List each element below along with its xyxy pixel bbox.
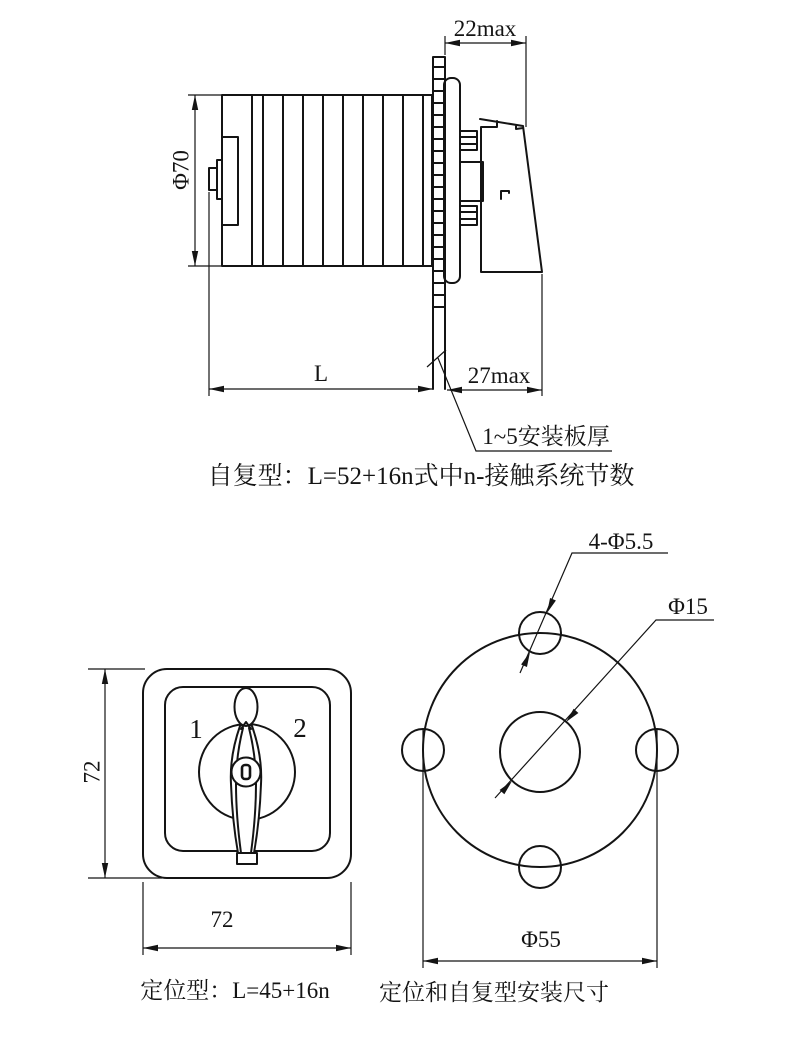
dim-phi70 [168, 95, 222, 266]
knob-tip [235, 688, 258, 726]
dim-72-width-label: 72 [210, 907, 234, 932]
dim-27max [447, 274, 542, 396]
arrowhead [336, 945, 351, 951]
arrowhead [192, 251, 198, 266]
switch-body-outline [222, 95, 432, 266]
knob-handle [231, 688, 261, 864]
arrowhead [418, 386, 433, 392]
dim-center-hole [495, 594, 714, 798]
dim-27max-label: 27max [467, 363, 531, 388]
arrowhead [423, 958, 438, 964]
front-tabs [460, 131, 483, 225]
side-view [168, 16, 634, 490]
flange-circle [423, 633, 657, 867]
operator-housing [480, 119, 542, 272]
dim-bolt-circle [423, 729, 657, 968]
arrowhead [102, 669, 108, 684]
arrowhead [447, 387, 462, 393]
side-view-caption: 自复型：L=52+16n式中n-接触系统节数 [207, 463, 635, 490]
mounting-view-caption: 定位和自复型安装尺寸 [379, 980, 609, 1005]
position-2-label: 2 [293, 713, 307, 743]
dim-L [209, 192, 433, 396]
dim-center-hole-label: Φ15 [668, 594, 708, 619]
mounting-view [379, 529, 714, 1005]
dim-mount-holes-label: 4-Φ5.5 [588, 529, 654, 554]
arrowhead [642, 958, 657, 964]
front-view-caption: 定位型：L=45+16n [140, 978, 330, 1003]
rear-shaft-steps [209, 137, 238, 225]
dim-22max [445, 16, 526, 127]
dim-phi70-label: Φ70 [168, 150, 194, 190]
arrowhead [143, 945, 158, 951]
panel-thickness-label: 1~5安装板厚 [482, 424, 610, 449]
arrowhead [209, 386, 224, 392]
shaft-screw-circle [232, 758, 261, 787]
dim-72-height [79, 669, 162, 878]
dim-72-height-label: 72 [79, 760, 105, 784]
front-view [79, 669, 351, 1003]
dim-72-width [143, 882, 351, 955]
position-1-label: 1 [189, 714, 203, 744]
arrowhead [102, 863, 108, 878]
arrowhead [192, 95, 198, 110]
dim-L-label: L [313, 361, 329, 386]
dim-22max-label: 22max [453, 16, 517, 41]
arrowhead [521, 651, 533, 667]
dim-mount-holes [520, 529, 668, 673]
dim-bolt-circle-label: Φ55 [521, 927, 561, 952]
gasket-plate [444, 78, 460, 283]
knob-foot [237, 853, 257, 864]
